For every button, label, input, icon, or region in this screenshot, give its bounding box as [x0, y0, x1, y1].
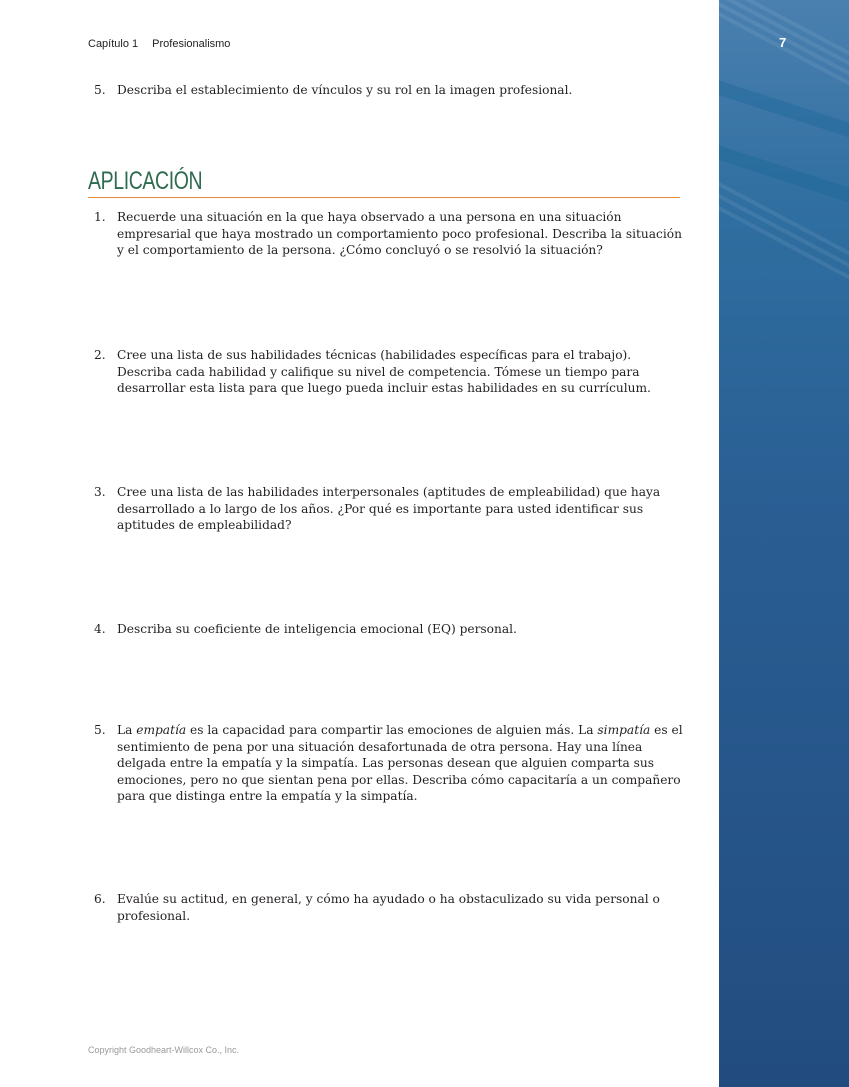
item-number: 5.: [94, 83, 106, 97]
item-number: 5.: [94, 723, 106, 737]
item-text: Describa su coeficiente de inteligencia emocional (EQ) personal.: [117, 622, 517, 636]
list-item: [94, 82, 684, 99]
term-empatia: empatía: [136, 723, 187, 737]
list-item: [94, 209, 684, 259]
item-number: 6.: [94, 892, 106, 906]
item-text: Describa el establecimiento de vínculos y su rol en la imagen profesional.: [117, 83, 573, 97]
term-simpatia: simpatía: [597, 723, 651, 737]
list-item: [94, 484, 684, 534]
list-item: [94, 347, 684, 397]
list-item: [94, 722, 684, 805]
list-item: [94, 621, 684, 638]
running-header: [88, 38, 230, 50]
list-item: [94, 891, 684, 924]
item-text: Evalúe su actitud, en general, y cómo ha ayudado o ha obstaculizado su vida personal o profesional.: [117, 892, 660, 923]
chapter-title: Profesionalismo: [152, 38, 231, 50]
item-number: 2.: [94, 348, 106, 362]
item-number: 4.: [94, 622, 106, 636]
section-title: APLICACIÓN: [88, 167, 203, 195]
item-text: La empatía es la capacidad para compartir las emociones de alguien más. La simpatía es el sentimiento de pena por una situación desafortunada de otra persona. Hay una línea delgada entre la empatía y la simpatía. Las personas desean que alguien comparta sus emociones, pero no que sientan pena por ellas. Describa cómo capacitaría a un compañero para que distinga entre la empatía y la simpatía.: [117, 723, 683, 803]
page-number: 7: [779, 35, 787, 50]
copyright-footer: Copyright Goodheart-Willcox Co., Inc.: [88, 1045, 240, 1055]
item-text: Cree una lista de las habilidades interpersonales (aptitudes de empleabilidad) que haya desarrollado a lo largo de los años. ¿Por qué es importante para usted identificar sus aptitudes de empleabilidad?: [117, 485, 661, 532]
item-text: Cree una lista de sus habilidades técnicas (habilidades específicas para el trabajo). Describa cada habilidad y califique su nivel de competencia. Tómese un tiempo para desarrollar esta lista para que luego pueda incluir estas habilidades en su currículum.: [117, 348, 651, 395]
decorative-sidebar: [719, 0, 849, 1087]
section-divider: [88, 197, 680, 198]
item-number: 1.: [94, 210, 106, 224]
item-text: Recuerde una situación en la que haya observado a una persona en una situación empresarial que haya mostrado un comportamiento poco profesional. Describa la situación y el comportamiento de la persona. ¿Cómo concluyó o se resolvió la situación?: [117, 210, 682, 257]
item-number: 3.: [94, 485, 106, 499]
chapter-label: Capítulo 1: [88, 38, 139, 50]
